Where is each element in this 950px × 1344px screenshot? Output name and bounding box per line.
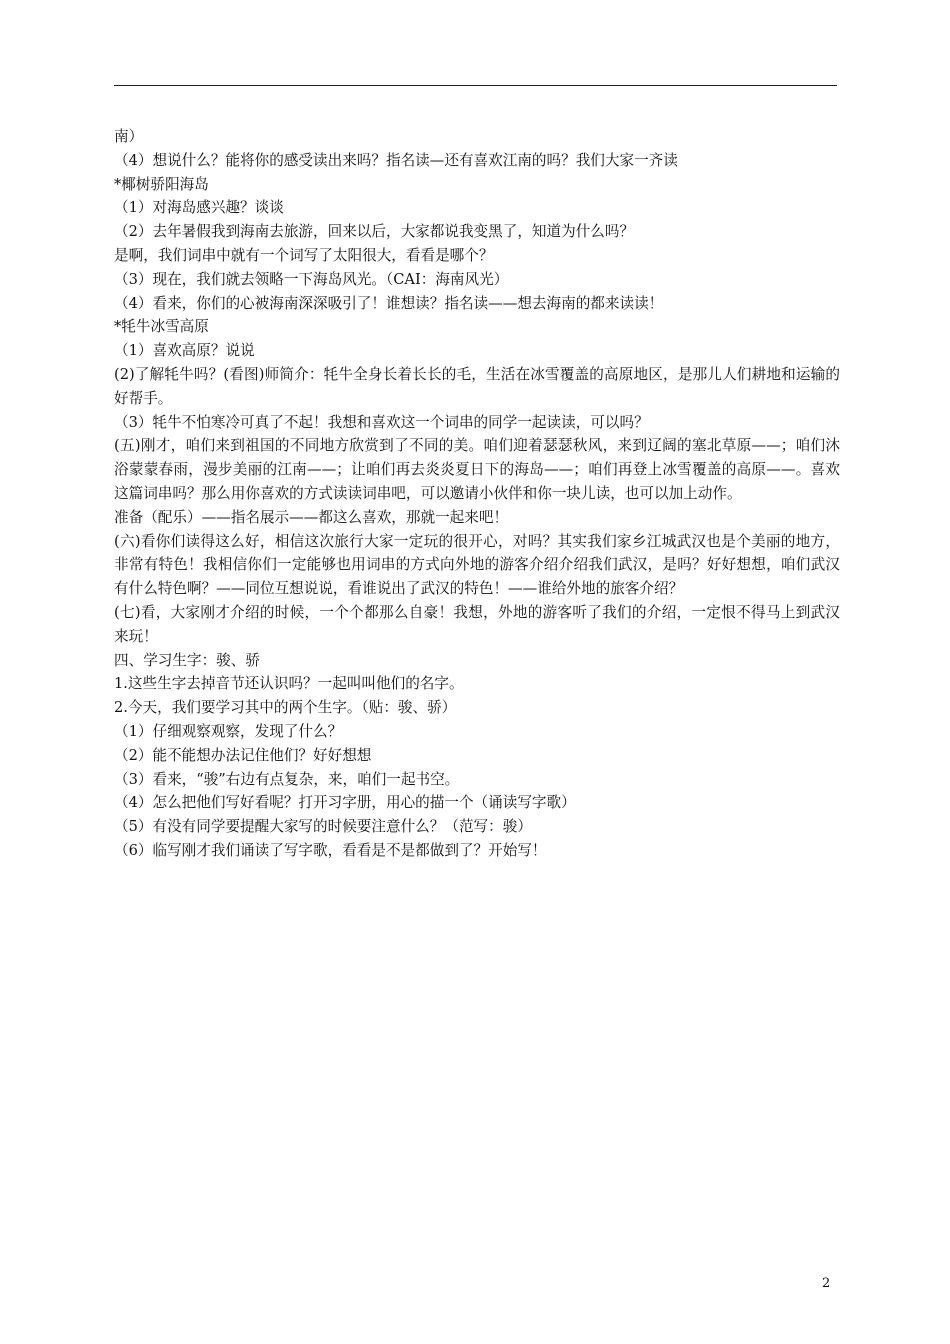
section-heading: *牦牛冰雪高原 <box>114 318 209 336</box>
page-number: 2 <box>822 1276 831 1291</box>
paragraph: (六)看你们读得这么好，相信这次旅行大家一定玩的很开心，对吗？其实我们家乡江城武汉也是个美丽的地方，非常有特色！我相信你们一定能够也用词串的方式向外地的游客介绍介绍我们武汉，是吗？好好想想，咱们武汉有什么特色啊？——同位互想说说，看谁说出了武汉的特色！——谁给外地的旅客介绍？ <box>114 532 840 598</box>
paragraph: (七)看，大家刚才介绍的时候，一个个都那么自豪！我想，外地的游客听了我们的介绍，一定恨不得马上到武汉来玩！ <box>114 603 840 645</box>
section-heading: *椰树骄阳海岛 <box>114 175 209 193</box>
paragraph: （2）能不能想办法记住他们？好好想想 <box>114 746 372 764</box>
paragraph: 2.今天，我们要学习其中的两个生字。（贴：骏、骄） <box>114 699 457 717</box>
paragraph: （5）有没有同学要提醒大家写的时候要注意什么？（范写：骏） <box>114 818 532 836</box>
section-heading: 四、学习生字：骏、骄 <box>114 651 260 669</box>
paragraph: (五)刚才，咱们来到祖国的不同地方欣赏到了不同的美。咱们迎着瑟瑟秋风，来到辽阔的塞北草原——；咱们沐浴蒙蒙春雨，漫步美丽的江南——；让咱们再去炎炎夏日下的海岛——；咱们再登上冰雪覆盖的高原——。喜欢这篇词串吗？那么用你喜欢的方式读读词串吧，可以邀请小伙伴和你一块儿读，也可以加上动作。 <box>114 437 840 502</box>
document-body <box>114 125 840 863</box>
paragraph: （2）去年暑假我到海南去旅游，回来以后，大家都说我变黑了，知道为什么吗？ <box>114 223 635 241</box>
paragraph: （1）仔细观察观察，发现了什么？ <box>114 722 343 740</box>
paragraph: （1）对海岛感兴趣？谈谈 <box>114 199 284 217</box>
paragraph: 南） <box>114 128 144 145</box>
paragraph: （1）喜欢高原？说说 <box>114 342 255 360</box>
paragraph: (2)了解牦牛吗？(看图)师简介：牦牛全身长着长长的毛，生活在冰雪覆盖的高原地区，是那儿人们耕地和运输的好帮手。 <box>114 365 840 407</box>
paragraph: （4）看来，你们的心被海南深深吸引了！谁想读？指名读——想去海南的都来读读！ <box>114 294 664 312</box>
paragraph: （3）现在，我们就去领略一下海岛风光。（CAI：海南风光） <box>114 270 509 288</box>
paragraph: 1.这些生字去掉音节还认识吗？一起叫叫他们的名字。 <box>114 675 464 693</box>
paragraph: （3）看来，“骏”右边有点复杂，来，咱们一起书空。 <box>114 770 460 788</box>
paragraph: （4）想说什么？能将你的感受读出来吗？指名读—还有喜欢江南的吗？我们大家一齐读 <box>114 151 678 169</box>
paragraph: 准备（配乐）——指名展示——都这么喜欢，那就一起来吧！ <box>114 508 509 526</box>
paragraph: （4）怎么把他们写好看呢？打开习字册，用心的描一个（诵读写字歌） <box>114 794 576 812</box>
paragraph: （6）临写刚才我们诵读了写字歌，看看是不是都做到了？开始写！ <box>114 841 547 859</box>
paragraph: 是啊，我们词串中就有一个词写了太阳很大，看看是哪个？ <box>114 246 494 264</box>
header-rule <box>114 85 837 86</box>
paragraph: （3）牦牛不怕寒冷可真了不起！我想和喜欢这一个词串的同学一起读读，可以吗？ <box>114 413 649 431</box>
